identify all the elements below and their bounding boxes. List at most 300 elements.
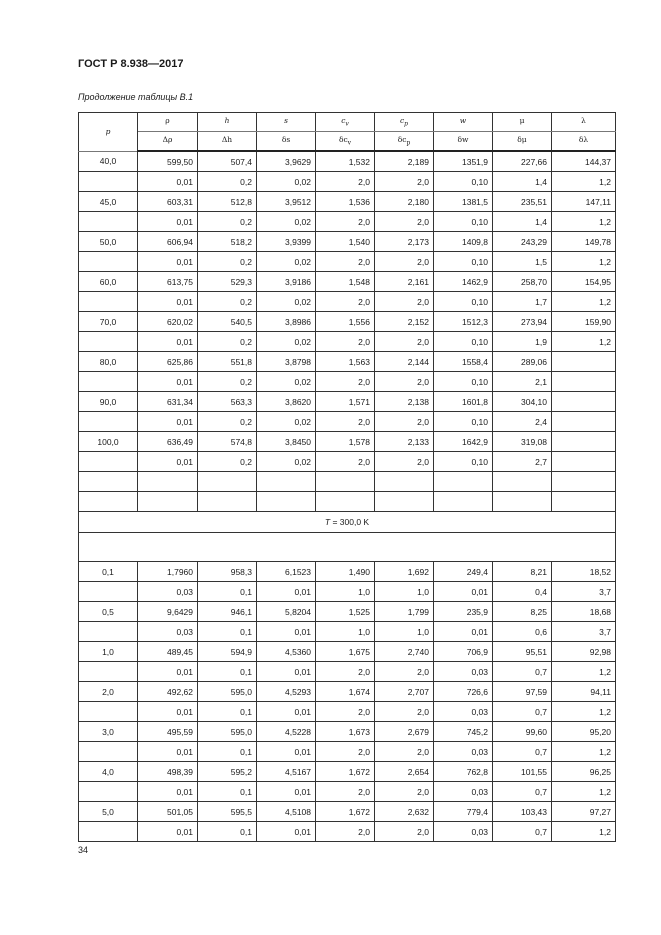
table-cell: 159,90	[552, 312, 616, 332]
table-cell: 249,4	[434, 562, 493, 582]
table-caption: Продолжение таблицы В.1	[78, 92, 194, 102]
table-cell: 489,45	[138, 642, 198, 662]
table-cell: 1,672	[316, 802, 375, 822]
table-cell: 2,0	[375, 452, 434, 472]
document-code: ГОСТ Р 8.938—2017	[78, 58, 184, 70]
table-body-isotherm-300K	[79, 562, 616, 842]
table-cell: 1,2	[552, 742, 616, 762]
pressure-cell: 1,0	[79, 642, 138, 662]
value-row	[79, 272, 616, 292]
value-row	[79, 642, 616, 662]
table-cell: 1,532	[316, 151, 375, 172]
uncertainty-row	[79, 452, 616, 472]
uncertainty-row	[79, 212, 616, 232]
table-cell: 2,0	[316, 212, 375, 232]
pressure-cell: 2,0	[79, 682, 138, 702]
table-cell: 3,9512	[257, 192, 316, 212]
table-cell: 0,01	[434, 582, 493, 602]
header-pressure: p	[79, 113, 138, 152]
table-cell: 147,11	[552, 192, 616, 212]
table-cell: 1601,8	[434, 392, 493, 412]
header-quantity: ρ	[138, 113, 198, 132]
table-cell: 1,556	[316, 312, 375, 332]
uncertainty-row	[79, 332, 616, 352]
table-cell: 1,674	[316, 682, 375, 702]
table-cell: 0,2	[198, 332, 257, 352]
table-cell: 1,525	[316, 602, 375, 622]
table-cell: 2,740	[375, 642, 434, 662]
uncertainty-row	[79, 782, 616, 802]
table-cell: 0,03	[434, 662, 493, 682]
table-cell: 2,0	[316, 372, 375, 392]
table-cell: 18,52	[552, 562, 616, 582]
value-row	[79, 312, 616, 332]
table-cell: 595,0	[198, 722, 257, 742]
header-quantity: $c_v$	[316, 113, 375, 132]
table-cell: 2,0	[375, 662, 434, 682]
table-cell: 2,133	[375, 432, 434, 452]
table-cell: 726,6	[434, 682, 493, 702]
table-cell: 99,60	[493, 722, 552, 742]
table-cell: 2,0	[316, 252, 375, 272]
table-cell: 1,675	[316, 642, 375, 662]
table-cell: 1,540	[316, 232, 375, 252]
value-row	[79, 562, 616, 582]
table-cell	[552, 392, 616, 412]
table-cell: 96,25	[552, 762, 616, 782]
table-cell: 2,1	[493, 372, 552, 392]
table-cell: 8,21	[493, 562, 552, 582]
table-cell: 0,01	[138, 212, 198, 232]
table-cell: 0,01	[138, 252, 198, 272]
table-cell: 0,01	[138, 822, 198, 842]
table-cell: 0,01	[434, 622, 493, 642]
table-cell: 2,0	[316, 332, 375, 352]
table-cell: 0,7	[493, 742, 552, 762]
table-cell: 4,5360	[257, 642, 316, 662]
uncertainty-row	[79, 172, 616, 192]
table-cell: 0,02	[257, 252, 316, 272]
table-cell: 0,10	[434, 372, 493, 392]
table-cell: 2,654	[375, 762, 434, 782]
table-cell: 1,692	[375, 562, 434, 582]
uncertainty-row	[79, 622, 616, 642]
table-cell: 0,01	[138, 782, 198, 802]
value-row	[79, 682, 616, 702]
header-uncertainty: Δh	[198, 132, 257, 152]
table-cell: 18,68	[552, 602, 616, 622]
table-cell: 1,5	[493, 252, 552, 272]
table-cell: 1,2	[552, 292, 616, 312]
table-cell: 97,27	[552, 802, 616, 822]
uncertainty-row	[79, 412, 616, 432]
header-quantity: μ	[493, 113, 552, 132]
table-cell: 94,11	[552, 682, 616, 702]
value-row	[79, 722, 616, 742]
table-cell: 0,7	[493, 702, 552, 722]
table-cell: 574,8	[198, 432, 257, 452]
value-row	[79, 392, 616, 412]
table-cell	[552, 412, 616, 432]
table-cell: 518,2	[198, 232, 257, 252]
blank-row	[79, 472, 616, 492]
table-cell: 540,5	[198, 312, 257, 332]
header-quantity: w	[434, 113, 493, 132]
uncertainty-row	[79, 702, 616, 722]
table-cell: 0,7	[493, 662, 552, 682]
pressure-cell	[79, 782, 138, 802]
header-uncertainty: δs	[257, 132, 316, 152]
table-cell: 1,2	[552, 172, 616, 192]
table-cell: 2,0	[375, 332, 434, 352]
uncertainty-row	[79, 372, 616, 392]
pressure-cell: 60,0	[79, 272, 138, 292]
pressure-cell: 50,0	[79, 232, 138, 252]
table-cell: 0,1	[198, 702, 257, 722]
table-cell: 2,0	[316, 292, 375, 312]
table-cell: 0,2	[198, 292, 257, 312]
table-cell: 551,8	[198, 352, 257, 372]
table-cell: 0,03	[138, 622, 198, 642]
pressure-cell	[79, 452, 138, 472]
table-cell: 2,180	[375, 192, 434, 212]
header-uncertainty: δλ	[552, 132, 616, 152]
table-cell: 2,138	[375, 392, 434, 412]
table-cell: 0,1	[198, 782, 257, 802]
table-cell: 0,02	[257, 292, 316, 312]
table-cell: 1,4	[493, 172, 552, 192]
table-cell: 0,10	[434, 332, 493, 352]
table-cell: 1558,4	[434, 352, 493, 372]
pressure-cell	[79, 742, 138, 762]
table-cell: 1462,9	[434, 272, 493, 292]
pressure-cell: 40,0	[79, 151, 138, 172]
header-quantity: $c_p$	[375, 113, 434, 132]
table-cell: 599,50	[138, 151, 198, 172]
table-cell: 2,0	[375, 412, 434, 432]
table-cell: 1,536	[316, 192, 375, 212]
table-cell: 512,8	[198, 192, 257, 212]
value-row	[79, 802, 616, 822]
pressure-cell	[79, 292, 138, 312]
table-cell: 9,6429	[138, 602, 198, 622]
table-cell: 4,5108	[257, 802, 316, 822]
header-uncertainty: $\delta c_v$	[316, 132, 375, 152]
table-cell: 0,01	[257, 822, 316, 842]
table-cell: 0,4	[493, 582, 552, 602]
table-cell: 2,0	[316, 702, 375, 722]
table-cell: 0,02	[257, 212, 316, 232]
table-cell: 2,0	[375, 212, 434, 232]
table-cell: 8,25	[493, 602, 552, 622]
table-cell: 0,10	[434, 212, 493, 232]
table-cell: 1409,8	[434, 232, 493, 252]
table-cell: 227,66	[493, 151, 552, 172]
table-cell: 3,9629	[257, 151, 316, 172]
table-cell: 2,0	[375, 822, 434, 842]
value-row	[79, 232, 616, 252]
table-cell: 2,4	[493, 412, 552, 432]
table-cell: 2,0	[375, 742, 434, 762]
pressure-cell	[79, 702, 138, 722]
table-cell: 1,2	[552, 782, 616, 802]
table-cell: 594,9	[198, 642, 257, 662]
table-cell: 946,1	[198, 602, 257, 622]
table-cell: 1,7	[493, 292, 552, 312]
table-cell: 4,5167	[257, 762, 316, 782]
table-cell: 0,01	[138, 452, 198, 472]
table-cell: 4,5228	[257, 722, 316, 742]
table-cell: 1,672	[316, 762, 375, 782]
table-cell: 0,03	[138, 582, 198, 602]
table-cell: 779,4	[434, 802, 493, 822]
table-cell: 1381,5	[434, 192, 493, 212]
table-cell: 1351,9	[434, 151, 493, 172]
table-cell: 529,3	[198, 272, 257, 292]
table-spacer	[79, 472, 616, 562]
table-cell: 1,563	[316, 352, 375, 372]
table-cell: 2,0	[316, 822, 375, 842]
table-cell: 631,34	[138, 392, 198, 412]
table-cell: 0,01	[138, 742, 198, 762]
table-cell: 1,7960	[138, 562, 198, 582]
uncertainty-row	[79, 252, 616, 272]
table-cell: 95,20	[552, 722, 616, 742]
table-cell: 3,9186	[257, 272, 316, 292]
value-row	[79, 602, 616, 622]
table-cell: 0,02	[257, 372, 316, 392]
table-cell: 595,5	[198, 802, 257, 822]
table-cell: 1,799	[375, 602, 434, 622]
table-cell: 0,01	[257, 662, 316, 682]
table-cell: 243,29	[493, 232, 552, 252]
table-cell: 636,49	[138, 432, 198, 452]
table-cell: 0,03	[434, 782, 493, 802]
table-cell: 1642,9	[434, 432, 493, 452]
table-cell: 2,161	[375, 272, 434, 292]
table-cell: 0,01	[257, 742, 316, 762]
properties-table	[78, 112, 616, 842]
pressure-cell: 0,1	[79, 562, 138, 582]
table-cell: 0,10	[434, 452, 493, 472]
table-cell: 2,0	[375, 292, 434, 312]
pressure-cell	[79, 212, 138, 232]
table-cell: 595,2	[198, 762, 257, 782]
table-cell: 258,70	[493, 272, 552, 292]
header-uncertainty: $\delta c_p$	[375, 132, 434, 152]
value-row	[79, 762, 616, 782]
table-cell: 0,1	[198, 822, 257, 842]
table-cell: 97,59	[493, 682, 552, 702]
table-cell: 492,62	[138, 682, 198, 702]
table-cell: 1,673	[316, 722, 375, 742]
table-cell: 0,01	[138, 372, 198, 392]
pressure-cell: 3,0	[79, 722, 138, 742]
table-cell: 2,0	[375, 702, 434, 722]
table-cell: 613,75	[138, 272, 198, 292]
pressure-cell: 90,0	[79, 392, 138, 412]
table-cell: 2,0	[375, 172, 434, 192]
table-cell: 235,51	[493, 192, 552, 212]
table-cell: 0,2	[198, 452, 257, 472]
table-cell: 1,2	[552, 212, 616, 232]
table-cell: 2,0	[375, 782, 434, 802]
table-cell: 2,0	[316, 412, 375, 432]
table-cell: 1,9	[493, 332, 552, 352]
table-cell: 0,7	[493, 782, 552, 802]
table-cell: 501,05	[138, 802, 198, 822]
table-cell: 1,2	[552, 332, 616, 352]
table-cell: 0,6	[493, 622, 552, 642]
table-cell: 154,95	[552, 272, 616, 292]
table-cell: 0,02	[257, 412, 316, 432]
table-cell: 0,03	[434, 822, 493, 842]
table-cell: 958,3	[198, 562, 257, 582]
uncertainty-row	[79, 292, 616, 312]
uncertainty-row	[79, 742, 616, 762]
table-cell: 1,0	[316, 622, 375, 642]
table-cell: 0,01	[138, 412, 198, 432]
table-cell: 0,1	[198, 662, 257, 682]
table-cell: 1,0	[375, 622, 434, 642]
table-cell: 1,2	[552, 702, 616, 722]
table-cell: 1512,3	[434, 312, 493, 332]
table-cell: 2,0	[375, 372, 434, 392]
table-cell: 0,1	[198, 622, 257, 642]
table-cell: 0,01	[138, 172, 198, 192]
table-cell: 595,0	[198, 682, 257, 702]
table-cell: 1,4	[493, 212, 552, 232]
pressure-cell	[79, 622, 138, 642]
table-cell: 0,01	[138, 292, 198, 312]
table-cell: 3,8620	[257, 392, 316, 412]
table-cell: 563,3	[198, 392, 257, 412]
blank-row	[79, 492, 616, 512]
table-cell: 0,10	[434, 292, 493, 312]
table-cell: 745,2	[434, 722, 493, 742]
table-cell: 625,86	[138, 352, 198, 372]
pressure-cell: 80,0	[79, 352, 138, 372]
table-cell: 2,0	[316, 452, 375, 472]
table-body-previous-isotherm	[79, 151, 616, 472]
table-cell: 3,7	[552, 582, 616, 602]
uncertainty-row	[79, 822, 616, 842]
isotherm-title-row	[79, 512, 616, 533]
table-cell: 0,03	[434, 742, 493, 762]
pressure-cell: 45,0	[79, 192, 138, 212]
table-cell: 2,189	[375, 151, 434, 172]
table-cell	[552, 352, 616, 372]
table-cell: 0,2	[198, 172, 257, 192]
header-quantity: λ	[552, 113, 616, 132]
uncertainty-row	[79, 582, 616, 602]
header-uncertainty: δμ	[493, 132, 552, 152]
table-cell: 0,02	[257, 172, 316, 192]
table-cell: 2,707	[375, 682, 434, 702]
table-cell	[552, 372, 616, 392]
pressure-cell	[79, 822, 138, 842]
table-cell: 3,8798	[257, 352, 316, 372]
table-cell: 235,9	[434, 602, 493, 622]
table-cell: 2,0	[316, 782, 375, 802]
table-cell: 92,98	[552, 642, 616, 662]
table-cell: 2,0	[316, 742, 375, 762]
table-cell: 273,94	[493, 312, 552, 332]
pressure-cell: 70,0	[79, 312, 138, 332]
table-cell: 101,55	[493, 762, 552, 782]
isotherm-title: T = 300,0 K	[79, 512, 616, 533]
table-cell: 6,1523	[257, 562, 316, 582]
table-cell: 1,571	[316, 392, 375, 412]
table-cell: 2,173	[375, 232, 434, 252]
table-cell: 0,2	[198, 372, 257, 392]
table-cell: 319,08	[493, 432, 552, 452]
blank-row	[79, 533, 616, 562]
table-cell: 1,2	[552, 252, 616, 272]
table-cell: 2,7	[493, 452, 552, 472]
table-cell: 1,0	[375, 582, 434, 602]
table-cell: 1,490	[316, 562, 375, 582]
header-row-quantities	[79, 113, 616, 132]
table-cell	[552, 452, 616, 472]
pressure-cell	[79, 252, 138, 272]
table-cell: 0,01	[138, 702, 198, 722]
header-uncertainty: δw	[434, 132, 493, 152]
table-cell: 2,0	[375, 252, 434, 272]
table-cell: 0,01	[257, 622, 316, 642]
table-cell: 2,0	[316, 172, 375, 192]
table-cell: 0,01	[257, 582, 316, 602]
table-cell: 1,2	[552, 822, 616, 842]
table-cell: 762,8	[434, 762, 493, 782]
table-cell: 1,548	[316, 272, 375, 292]
header-uncertainty: Δρ	[138, 132, 198, 152]
table-cell: 1,2	[552, 662, 616, 682]
pressure-cell: 100,0	[79, 432, 138, 452]
table-cell: 0,10	[434, 412, 493, 432]
uncertainty-row	[79, 662, 616, 682]
table-cell: 706,9	[434, 642, 493, 662]
pressure-cell: 0,5	[79, 602, 138, 622]
table-cell: 4,5293	[257, 682, 316, 702]
value-row	[79, 151, 616, 172]
table-cell: 507,4	[198, 151, 257, 172]
table-cell: 144,37	[552, 151, 616, 172]
table-cell: 2,152	[375, 312, 434, 332]
table-cell: 0,1	[198, 742, 257, 762]
table-cell	[552, 432, 616, 452]
table-cell: 0,2	[198, 412, 257, 432]
table-cell: 0,01	[138, 332, 198, 352]
table-cell: 3,9399	[257, 232, 316, 252]
table-cell: 0,03	[434, 702, 493, 722]
table-cell: 0,2	[198, 252, 257, 272]
table-cell: 5,8204	[257, 602, 316, 622]
value-row	[79, 192, 616, 212]
table-cell: 0,02	[257, 452, 316, 472]
table-cell: 1,0	[316, 582, 375, 602]
header-quantity: h	[198, 113, 257, 132]
table-cell: 0,2	[198, 212, 257, 232]
table-cell: 0,01	[257, 702, 316, 722]
table-cell: 0,7	[493, 822, 552, 842]
table-cell: 0,01	[257, 782, 316, 802]
table-cell: 0,02	[257, 332, 316, 352]
table-cell: 0,01	[138, 662, 198, 682]
table-cell: 606,94	[138, 232, 198, 252]
pressure-cell	[79, 582, 138, 602]
table-cell: 0,10	[434, 252, 493, 272]
